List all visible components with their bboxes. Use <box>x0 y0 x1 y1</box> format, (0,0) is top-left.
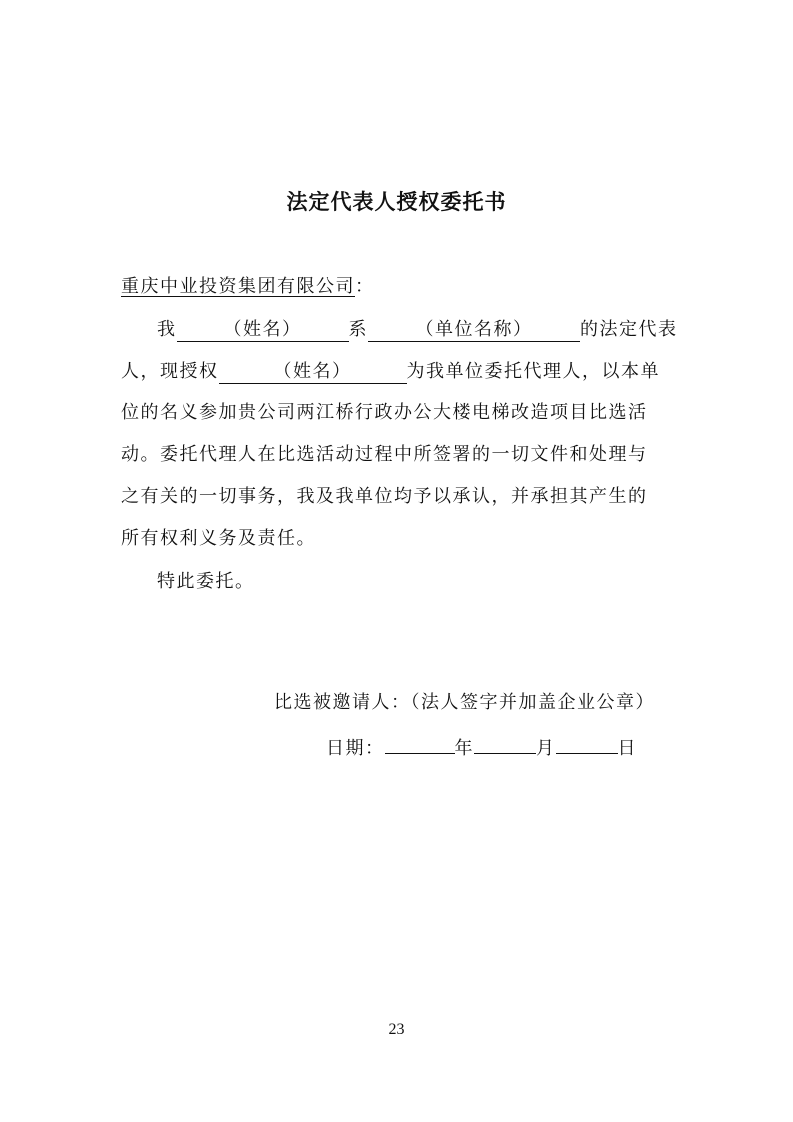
paragraph-line-1 <box>157 315 678 342</box>
paragraph-line-6: 所有权利义务及责任。 <box>121 528 316 549</box>
month-blank <box>474 731 536 754</box>
signature-label: 比选被邀请人：（法人签字并加盖企业公章） <box>274 692 655 713</box>
document-title: 法定代表人授权委托书 <box>286 190 507 214</box>
text-wo: 我 <box>157 319 177 340</box>
text-line2-end: 为我单位委托代理人，以本单 <box>406 361 660 382</box>
name-blank-2: （姓名） <box>219 361 407 384</box>
unit-name-blank: （单位名称） <box>368 319 580 342</box>
date-line <box>326 731 637 760</box>
paragraph-line-3: 位的名义参加贵公司两江桥行政办公大楼电梯改造项目比选活 <box>121 402 648 423</box>
paragraph-line-2 <box>121 357 660 384</box>
year-label: 年 <box>454 738 474 759</box>
page-number: 23 <box>388 1021 405 1038</box>
day-label: 日 <box>617 738 637 759</box>
text-tail1: 的法定代表 <box>580 319 678 340</box>
date-label: 日期： <box>326 738 385 759</box>
text-xi: 系 <box>348 319 368 340</box>
paragraph-line-4: 动。委托代理人在比选活动过程中所签署的一切文件和处理与 <box>121 444 648 465</box>
addressee-colon: ： <box>355 276 375 297</box>
month-label: 月 <box>536 738 556 759</box>
day-blank <box>556 731 618 754</box>
paragraph-line-5: 之有关的一切事务，我及我单位均予以承认，并承担其产生的 <box>121 486 648 507</box>
closing-text: 特此委托。 <box>157 571 255 592</box>
name-blank-1: （姓名） <box>177 319 349 342</box>
text-line2-start: 人，现授权 <box>121 361 219 382</box>
year-blank <box>385 731 455 754</box>
addressee: 重庆中业投资集团有限公司 <box>121 276 355 297</box>
addressee-line <box>121 272 375 298</box>
